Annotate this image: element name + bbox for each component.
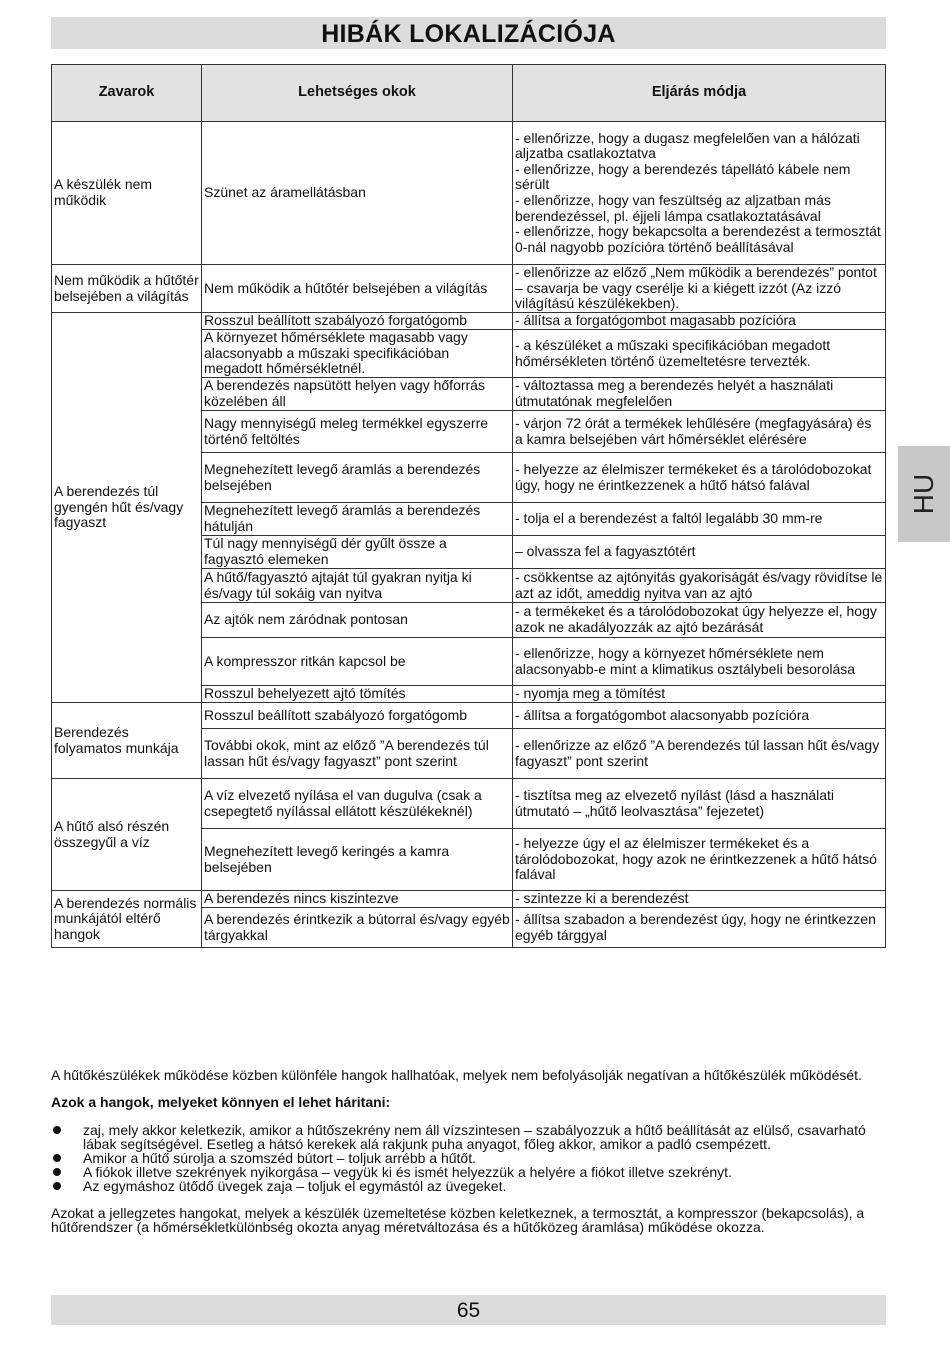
bullet-item [51, 1151, 886, 1165]
bullet-item [51, 1123, 886, 1151]
bullet-text: Amikor a hűtő súrolja a szomszéd bútort – toljuk arrébb a hűtőt. [83, 1150, 476, 1166]
cause-cell: A kompresszor ritkán kapcsol be [202, 638, 513, 686]
table-row [52, 891, 886, 908]
problem-cell: A berendezés túl gyengén hűt és/vagy fagyaszt [52, 313, 202, 703]
language-tab [898, 446, 950, 542]
notes-intro: A hűtőkészülékek működése közben különféle hangok hallhatóak, melyek nem befolyásolják negatívan a hűtőkészülék működését. [51, 1067, 862, 1083]
action-cell: - tisztítsa meg az elvezető nyílást (lásd a használati útmutató – „hűtő leolvasztása” fejezetet) [513, 779, 886, 829]
action-cell: - helyezze úgy el az élelmiszer termékeket és a tárolódobozokat, hogy azok ne érintkezzenek a hűtő hátsó falával [513, 829, 886, 891]
notes-closing: Azokat a jellegzetes hangokat, melyek a készülék üzemeltetése közben keletkeznek, a termosztát, a kompresszor (bekapcsolás), a hűtőrendszer (a hőmérsékletkülönbség okozta anyag méretváltozása és a hűtőközeg áramlása) működése okozza. [51, 1205, 865, 1235]
cause-cell: Az ajtók nem záródnak pontosan [202, 603, 513, 638]
cause-cell: Megnehezített levegő áramlás a berendezés hátulján [202, 503, 513, 536]
table-row [52, 313, 886, 330]
action-cell: - ellenőrizze az előző „Nem működik a berendezés” pontot – csavarja be vagy cserélje ki a kiégett izzót (Az izzó világítású készülékekben). [513, 265, 886, 313]
action-cell: - várjon 72 órát a termékek lehűlésére (megfagyására) és a kamra belsejében várt hőmérséklet elérésére [513, 411, 886, 453]
bullet-text: zaj, mely akkor keletkezik, amikor a hűtőszekrény nem áll vízszintesen – szabályozzuk a hűtő beállítását az elülső, csavarható lábak segítségével. Esetleg a hátsó kerekek alá rakjunk puha anyagot, főleg akkor, amikor a padló csempézett. [83, 1122, 866, 1152]
problem-cell: Nem működik a hűtőtér belsejében a világítás [52, 265, 202, 313]
bullet-item [51, 1165, 886, 1179]
header-actions: Eljárás módja [513, 65, 886, 122]
bullet-text: A fiókok illetve szekrények nyikorgása – vegyük ki és ismét helyezzük a helyére a fiókot illetve szekrényt. [83, 1164, 732, 1180]
cause-cell: Rosszul beállított szabályozó forgatógomb [202, 703, 513, 729]
cause-cell: Nagy mennyiségű meleg termékkel egyszerre történő feltöltés [202, 411, 513, 453]
bullet-item [51, 1179, 886, 1193]
problem-cell: A hűtő alsó részén összegyűl a víz [52, 779, 202, 891]
action-cell: - állítsa a forgatógombot alacsonyabb pozícióra [513, 703, 886, 729]
header-problems: Zavarok [52, 65, 202, 122]
action-cell: - állítsa a forgatógombot magasabb pozícióra [513, 313, 886, 330]
cause-cell: Megnehezített levegő keringés a kamra belsejében [202, 829, 513, 891]
cause-cell: A hűtő/fagyasztó ajtaját túl gyakran nyitja ki és/vagy túl sokáig van nyitva [202, 569, 513, 603]
action-cell: - helyezze az élelmiszer termékeket és a tárolódobozokat úgy, hogy ne érintkezzenek a hűtő hátsó falával [513, 453, 886, 503]
action-cell: - állítsa szabadon a berendezést úgy, hogy ne érintkezzen egyéb tárggyal [513, 908, 886, 948]
cause-cell: Megnehezített levegő áramlás a berendezés belsejében [202, 453, 513, 503]
action-cell: - tolja el a berendezést a faltól legalább 30 mm-re [513, 503, 886, 536]
action-cell: – olvassza fel a fagyasztótért [513, 536, 886, 569]
bullet-dot-icon [53, 1182, 61, 1190]
cause-cell: A környezet hőmérséklete magasabb vagy alacsonyabb a műszaki specifikációban megadott hőmérsékletnél. [202, 330, 513, 378]
table-row [52, 265, 886, 313]
action-cell: - a készüléket a műszaki specifikációban megadott hőmérsékleten történő üzemeltetésre tervezték. [513, 330, 886, 378]
cause-cell: Szünet az áramellátásban [202, 122, 513, 265]
table-row [52, 703, 886, 729]
troubleshooting-table [51, 64, 886, 948]
problem-cell: A berendezés normális munkájától eltérő hangok [52, 891, 202, 948]
action-cell: - nyomja meg a tömítést [513, 686, 886, 703]
problem-cell: A készülék nem működik [52, 122, 202, 265]
action-cell: - ellenőrizze, hogy a dugasz megfelelően van a hálózati aljzatba csatlakoztatva - ellenőrizze, hogy a berendezés tápellátó kábele nem sérült - ellenőrizze, hogy van feszültség az aljzatban más berendezéssel, pl. éjjeli lámpa csatlakoztatásával - ellenőrizze, hogy bekapcsolta a berendezést a termosztát 0-nál nagyobb pozícióra történő beállításával [513, 122, 886, 265]
table-row [52, 779, 886, 829]
cause-cell: A berendezés érintkezik a bútorral és/vagy egyéb tárgyakkal [202, 908, 513, 948]
action-cell: - ellenőrizze, hogy a környezet hőmérséklete nem alacsonyabb-e mint a klimatikus osztálybeli besorolása [513, 638, 886, 686]
cause-cell: A víz elvezető nyílása el van dugulva (csak a csepegtető nyílással ellátott készülékeknél) [202, 779, 513, 829]
table-header-row [52, 65, 886, 122]
page-number: 65 [51, 1295, 886, 1325]
cause-cell: A berendezés napsütött helyen vagy hőforrás közelében áll [202, 378, 513, 411]
bullet-dot-icon [53, 1126, 61, 1134]
action-cell: - szintezze ki a berendezést [513, 891, 886, 908]
page-title: HIBÁK LOKALIZÁCIÓJA [51, 17, 886, 49]
noise-notes [51, 1068, 886, 1234]
action-cell: - csökkentse az ajtónyitás gyakoriságát és/vagy rövidítse le azt az időt, ameddig nyitva van az ajtó [513, 569, 886, 603]
table-body [52, 122, 886, 948]
problem-cell: Berendezés folyamatos munkája [52, 703, 202, 779]
notes-heading: Azok a hangok, melyeket könnyen el lehet háritani: [51, 1094, 391, 1110]
bullet-dot-icon [53, 1154, 61, 1162]
notes-bullet-list [51, 1123, 886, 1193]
bullet-dot-icon [53, 1168, 61, 1176]
action-cell: - a termékeket és a tárolódobozokat úgy helyezze el, hogy azok ne akadályozzák az ajtó bezárását [513, 603, 886, 638]
header-causes: Lehetséges okok [202, 65, 513, 122]
action-cell: - változtassa meg a berendezés helyét a használati útmutatónak megfelelően [513, 378, 886, 411]
cause-cell: Rosszul behelyezett ajtó tömítés [202, 686, 513, 703]
cause-cell: A berendezés nincs kiszintezve [202, 891, 513, 908]
cause-cell: Rosszul beállított szabályozó forgatógomb [202, 313, 513, 330]
language-tab-label: HU [908, 473, 939, 515]
bullet-text: Az egymáshoz ütődő üvegek zaja – toljuk el egymástól az üvegeket. [83, 1178, 507, 1194]
cause-cell: További okok, mint az előző ”A berendezés túl lassan hűt és/vagy fagyaszt” pont szerint [202, 729, 513, 779]
action-cell: - ellenőrizze az előző ”A berendezés túl lassan hűt és/vagy fagyaszt” pont szerint [513, 729, 886, 779]
cause-cell: Nem működik a hűtőtér belsejében a világítás [202, 265, 513, 313]
table-row [52, 122, 886, 265]
cause-cell: Túl nagy mennyiségű dér gyűlt össze a fagyasztó elemeken [202, 536, 513, 569]
